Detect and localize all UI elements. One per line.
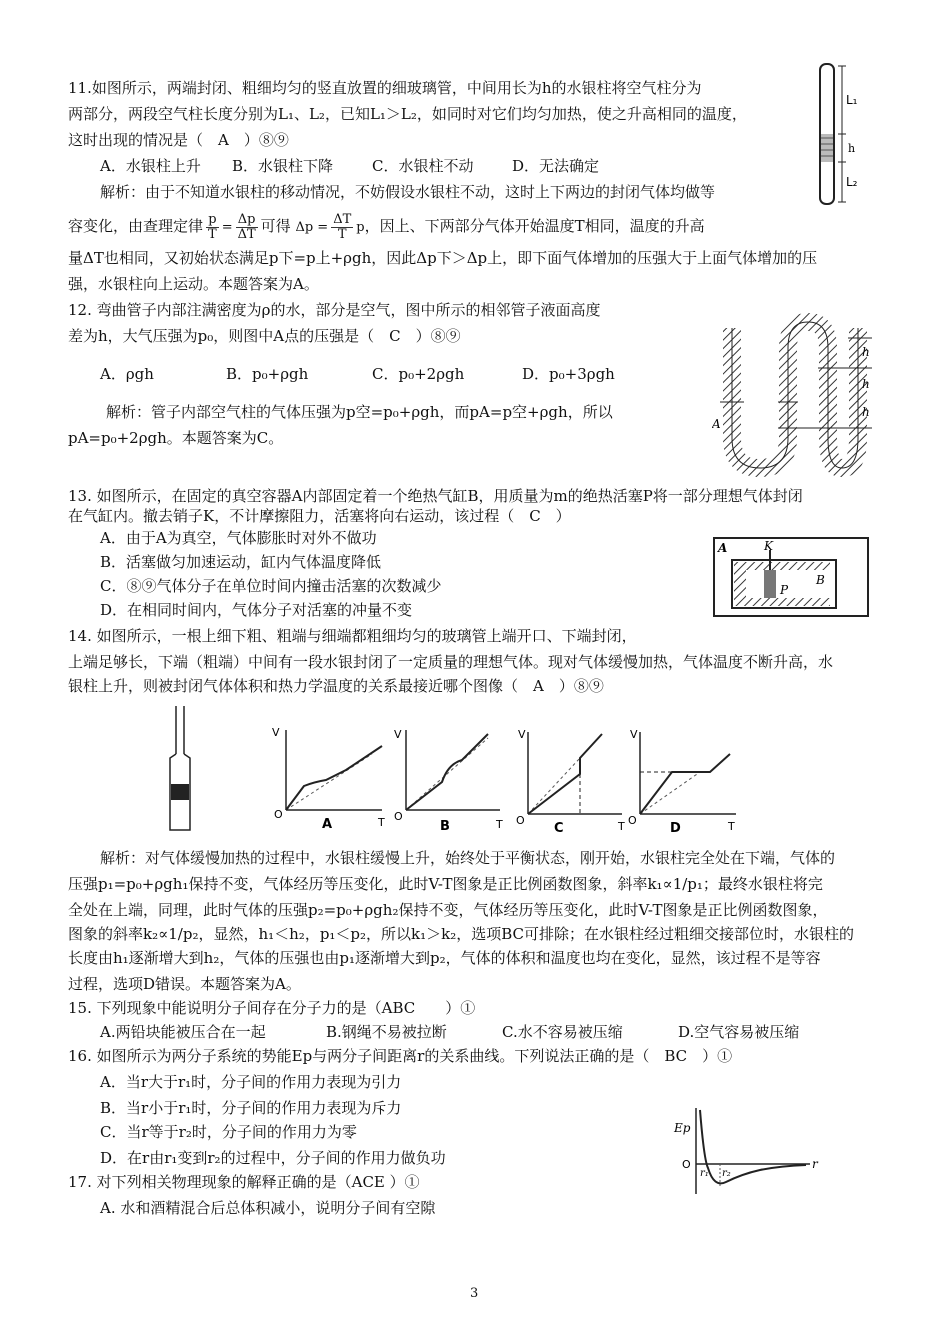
q12-option-d: D．p₀+3ρgh bbox=[522, 365, 615, 383]
q11-option-c: C．水银柱不动 bbox=[372, 157, 474, 175]
svg-text:V: V bbox=[630, 728, 638, 741]
q17-line1: 17. 对下列相关物理现象的解释正确的是（ACE ）① bbox=[68, 1173, 420, 1191]
q12-bent-tube-figure bbox=[712, 308, 882, 478]
graph-letter-b: B bbox=[440, 819, 450, 834]
page-number: 3 bbox=[470, 1286, 479, 1301]
q11-line3: 这时出现的情况是（ A ）⑧⑨ bbox=[68, 131, 289, 149]
q12-option-c: C．p₀+2ρgh bbox=[372, 365, 465, 383]
q13-option-a: A．由于A为真空，气体膨胀时对外不做功 bbox=[100, 529, 377, 547]
svg-text:T: T bbox=[378, 816, 385, 829]
label-h-1: h bbox=[862, 345, 870, 359]
q11-option-a: A．水银柱上升 bbox=[100, 157, 201, 175]
q16-option-a: A．当r大于r₁时，分子间的作用力表现为引力 bbox=[100, 1073, 402, 1091]
q12-option-a: A．ρgh bbox=[100, 365, 154, 383]
label-r2: r₂ bbox=[722, 1168, 731, 1179]
q15-line1: 15. 下列现象中能说明分子间存在分子力的是（ABC ）① bbox=[68, 999, 476, 1017]
graph-letter-d: D bbox=[670, 821, 681, 836]
q16-option-b: B．当r小于r₁时，分子间的作用力表现为斥力 bbox=[100, 1099, 402, 1117]
graph-a bbox=[260, 724, 390, 836]
q11-option-b: B．水银柱下降 bbox=[232, 157, 334, 175]
q15-option-d: D.空气容易被压缩 bbox=[678, 1023, 800, 1041]
q11-line2: 两部分，两段空气柱长度分别为L₁、L₂，已知L₁＞L₂，如同时对它们均匀加热，使之升高相同的温度， bbox=[68, 105, 747, 123]
q11-analysis-text-a: 容变化，由查理定律 bbox=[68, 217, 204, 235]
q12-line1: 12. 弯曲管子内部注满密度为ρ的水，部分是空气，图中所示的相邻管子液面高度 bbox=[68, 301, 601, 319]
q14-line1: 14. 如图所示，一根上细下粗、粗端与细端都粗细均匀的玻璃管上端开口、下端封闭， bbox=[68, 627, 637, 645]
q13-container-figure bbox=[712, 536, 872, 618]
q15-option-c: C.水不容易被压缩 bbox=[502, 1023, 623, 1041]
svg-text:O: O bbox=[628, 814, 637, 827]
svg-text:O: O bbox=[516, 814, 525, 827]
q12-analysis-line1: 解析：管子内部空气柱的气体压强为p空=p₀+ρgh，而pA=p空+ρgh，所以 bbox=[106, 403, 613, 421]
q16-option-d: D．在r由r₁变到r₂的过程中，分子间的作用力做负功 bbox=[100, 1149, 446, 1167]
q14-analysis-line5: 长度由h₁逐渐增大到h₂，气体的压强也由p₁逐渐增大到p₂，气体的体积和温度也均在变化，显然，该过程不是等容 bbox=[68, 949, 821, 967]
q15-option-b: B.钢绳不易被拉断 bbox=[326, 1023, 447, 1041]
svg-text:V: V bbox=[272, 726, 280, 739]
label-k: K bbox=[764, 539, 773, 553]
label-r: r bbox=[812, 1157, 818, 1171]
q14-analysis-line2: 压强p₁=p₀+ρgh₁保持不变，气体经历等压变化，此时V-T图象是正比例函数图象，斜率k₁∝1/p₁；最终水银柱将完 bbox=[68, 875, 823, 893]
q11-analysis-text-b: 可得 bbox=[260, 217, 291, 235]
q13-option-b: B．活塞做匀加速运动，缸内气体温度降低 bbox=[100, 553, 382, 571]
q11-analysis-text-c: ，因上、下两部分气体开始温度T相同，温度的升高 bbox=[364, 217, 705, 235]
label-l1: L₁ bbox=[846, 93, 858, 107]
q16-line1: 16. 如图所示为两分子系统的势能Ep与两分子间距离r的关系曲线。下列说法正确的是（ BC ）① bbox=[68, 1047, 733, 1065]
q11-option-d: D．无法确定 bbox=[512, 157, 600, 175]
q14-analysis-line4: 图象的斜率k₂∝1/p₂，显然，h₁＜h₂，p₁＜p₂，所以k₁＞k₂，选项BC可排除；在水银柱经过粗细交接部位时，水银柱的 bbox=[68, 925, 855, 943]
formula-p-over-t: $\frac{p}{T}$ bbox=[208, 211, 217, 242]
label-ep: Ep bbox=[674, 1121, 691, 1135]
q14-line3: 银柱上升，则被封闭气体体积和热力学温度的关系最接近哪个图像（ A ）⑧⑨ bbox=[68, 677, 604, 695]
formula-dp-over-dt: $\frac{\Delta p}{\Delta T}$ bbox=[237, 211, 256, 242]
q11-tube-figure bbox=[810, 58, 870, 208]
label-p: P bbox=[780, 583, 789, 597]
q13-line1: 13. 如图所示，在固定的真空容器A内部固定着一个绝热气缸B，用质量为m的绝热活塞P将一部分理想气体封闭 bbox=[68, 487, 803, 505]
q13-option-c: C．⑧⑨气体分子在单位时间内撞击活塞的次数减少 bbox=[100, 577, 442, 595]
label-l2: L₂ bbox=[846, 175, 858, 189]
q16-option-c: C．当r等于r₂时，分子间的作用力为零 bbox=[100, 1123, 357, 1141]
q14-analysis-line1: 解析：对气体缓慢加热的过程中，水银柱缓慢上升，始终处于平衡状态，刚开始，水银柱完全处在下端，气体的 bbox=[100, 849, 836, 867]
label-h-3: h bbox=[862, 405, 870, 419]
label-r1: r₁ bbox=[700, 1168, 709, 1179]
label-b: B bbox=[816, 573, 825, 587]
graph-c bbox=[510, 724, 630, 836]
graph-letter-a: A bbox=[322, 817, 333, 832]
svg-text:T: T bbox=[728, 820, 735, 833]
q12-analysis-line2: pA=p₀+2ρgh。本题答案为C。 bbox=[68, 429, 284, 447]
q15-option-a: A.两铅块能被压合在一起 bbox=[100, 1023, 266, 1041]
q14-analysis-line6: 过程，选项D错误。本题答案为A。 bbox=[68, 975, 301, 993]
label-h-2: h bbox=[862, 377, 870, 391]
graph-b bbox=[392, 724, 512, 836]
graph-letter-c: C bbox=[554, 821, 564, 836]
q13-line2: 在气缸内。撤去销子K，不计摩擦阻力，活塞将向右运动，该过程（ C ） bbox=[68, 507, 571, 525]
label-a: A bbox=[718, 541, 728, 555]
q11-analysis-line2: 容变化，由查理定律 $\frac{p}{T}$ = $\frac{\Delta p}{\Delta T}$ 可得 Δp = $\frac{\Delta T}{T}$ p，因上、下两部分气体开始温度T相同，温度的升高 bbox=[68, 211, 705, 242]
q12-line2: 差为h，大气压强为p₀，则图中A点的压强是（ C ）⑧⑨ bbox=[68, 327, 461, 345]
graph-d bbox=[626, 724, 746, 836]
label-origin: O bbox=[682, 1158, 691, 1171]
svg-text:V: V bbox=[394, 728, 402, 741]
svg-text:O: O bbox=[394, 810, 403, 823]
svg-text:O: O bbox=[274, 808, 283, 821]
q14-analysis-line3: 全处在上端，同理，此时气体的压强p₂=p₀+ρgh₂保持不变，气体经历等压变化，此时V-T图象是正比例函数图象， bbox=[68, 901, 828, 919]
q11-line1: 11.如图所示，两端封闭、粗细均匀的竖直放置的细玻璃管，中间用长为h的水银柱将空气柱分为 bbox=[68, 79, 702, 97]
q13-option-d: D．在相同时间内，气体分子对活塞的冲量不变 bbox=[100, 601, 413, 619]
label-h: h bbox=[848, 142, 856, 155]
q11-analysis-line4: 强，水银柱向上运动。本题答案为A。 bbox=[68, 275, 319, 293]
svg-text:T: T bbox=[618, 820, 625, 833]
svg-text:T: T bbox=[496, 818, 503, 831]
q17-option-a: A. 水和酒精混合后总体积减小，说明分子间有空隙 bbox=[100, 1199, 436, 1217]
label-a-point: A bbox=[712, 417, 721, 431]
formula-dt-over-t: $\frac{\Delta T}{T}$ bbox=[333, 211, 352, 242]
q16-potential-energy-graph bbox=[670, 1102, 820, 1196]
svg-text:V: V bbox=[518, 728, 526, 741]
q14-line2: 上端足够长，下端（粗端）中间有一段水银封闭了一定质量的理想气体。现对气体缓慢加热，气体温度不断升高，水 bbox=[68, 653, 834, 671]
q14-tube-figure bbox=[160, 702, 200, 834]
q12-option-b: B．p₀+ρgh bbox=[226, 365, 309, 383]
q11-analysis-line3: 量ΔT也相同，又初始状态满足p下=p上+ρgh，因此Δp下＞Δp上，即下面气体增加的压强大于上面气体增加的压 bbox=[68, 249, 818, 267]
q11-analysis-line1: 解析：由于不知道水银柱的移动情况，不妨假设水银柱不动，这时上下两边的封闭气体均做等 bbox=[100, 183, 716, 201]
